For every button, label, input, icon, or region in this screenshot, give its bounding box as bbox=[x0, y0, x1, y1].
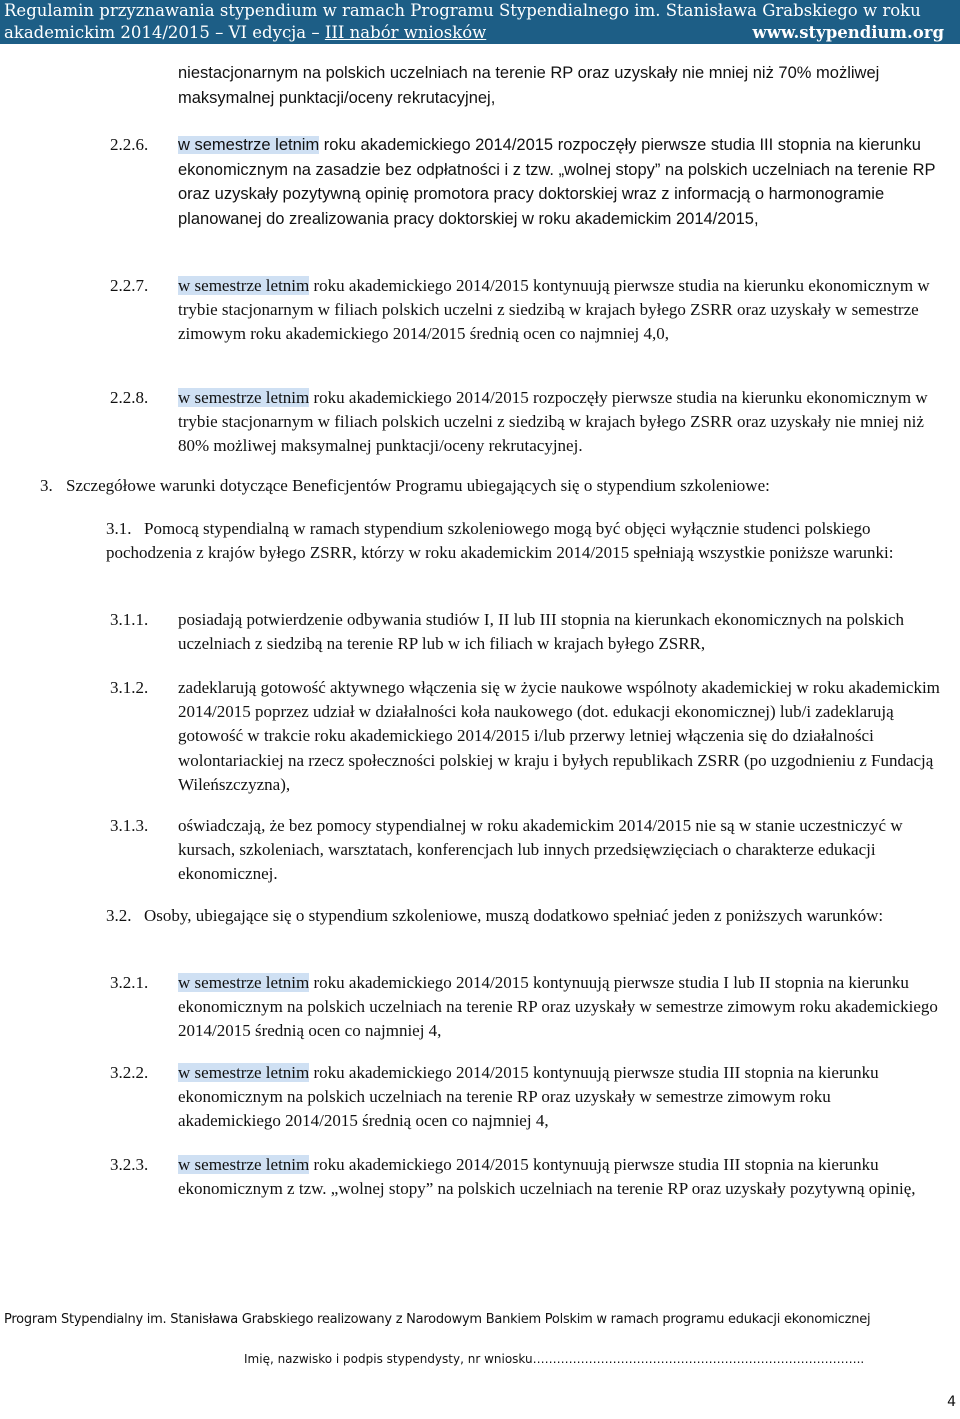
item-number: 3.1.1. bbox=[110, 610, 149, 629]
item-text bbox=[178, 386, 940, 459]
item-text-rest: roku akademickiego 2014/2015 kontynuują pierwsze studia na kierunku ekonomicznym w trybie stacjonarnym w filiach polskich uczelni z siedzibą w krajach byłego ZSRR oraz uzyskały w semestrze zimowym roku akademickiego 2014/2015 średnią ocen co najmniej 4,0, bbox=[178, 276, 930, 344]
item-text-rest: roku akademickiego 2014/2015 kontynuują pierwsze studia III stopnia na kierunku ekonomicznym na polskich uczelniach na terenie RP oraz uzyskały w semestrze zimowym roku akademickiego 2014/2015 średnią ocen co najmniej 4, bbox=[178, 1063, 879, 1131]
item-number: 3.1.2. bbox=[110, 678, 149, 697]
signature-line: Imię, nazwisko i podpis stypendysty, nr wniosku……………………………………………………………………….. bbox=[244, 1352, 865, 1366]
header-url: www.stypendium.org bbox=[752, 23, 944, 42]
highlighted-phrase: w semestrze letnim bbox=[178, 1063, 310, 1082]
item-text bbox=[178, 1061, 923, 1134]
header-title-line2 bbox=[4, 22, 486, 44]
continued-paragraph: niestacjonarnym na polskich uczelniach na terenie RP oraz uzyskały nie mniej niż 70% możliwej maksymalnej punktacji/oceny rekrutacyjnej, bbox=[178, 64, 880, 107]
item-number: 3.2.2. bbox=[110, 1063, 149, 1082]
item-text bbox=[178, 274, 940, 347]
item-number: 2.2.8. bbox=[110, 388, 149, 407]
subsection-text: Pomocą stypendialną w ramach stypendium szkoleniowego mogą być objęci wyłącznie studenci polskiego pochodzenia z krajów byłego ZSRR, którzy w roku akademickim 2014/2015 spełniają wszystkie poniższe warunki: bbox=[106, 519, 894, 563]
item-text-rest: roku akademickiego 2014/2015 rozpoczęły pierwsze studia III stopnia na kierunku ekonomicznym na zasadzie bez odpłatności i z tzw. „wolnej stopy” na polskich uczelniach na terenie RP oraz uzyskały pozytywną opinię promotora pracy doktorskiej wraz z informacją o harmonogramie planowanej do zrealizowania pracy doktorskiej w roku akademickim 2014/2015, bbox=[178, 136, 936, 228]
item-text: posiadają potwierdzenie odbywania studiów I, II lub III stopnia na kierunkach ekonomicznych na polskich uczelniach z siedzibą na terenie RP lub w ich filiach w krajach byłego ZSRR, bbox=[178, 610, 905, 654]
item-text: oświadczają, że bez pomocy stypendialnej w roku akademickim 2014/2015 nie są w stanie uczestniczyć w kursach, szkoleniach, warsztatach, konferencjach lub innych przedsięwzięciach o charakterze edukacji ekonomicznej. bbox=[178, 816, 903, 884]
item-text-rest: roku akademickiego 2014/2015 kontynuują pierwsze studia III stopnia na kierunku ekonomicznym z tzw. „wolnej stopy” na polskich uczelniach na terenie RP oraz uzyskały pozytywną opinię, bbox=[178, 1155, 916, 1199]
header-edition: akademickim 2014/2015 – VI edycja – bbox=[4, 23, 325, 42]
footer-program-note: Program Stypendialny im. Stanisława Grabskiego realizowany z Narodowym Bankiem Polskim w ramach programu edukacji ekonomicznej bbox=[4, 1312, 871, 1327]
section-number: 3. bbox=[40, 476, 53, 495]
item-text bbox=[178, 133, 938, 231]
header-round: III nabór wniosków bbox=[324, 23, 487, 42]
subsection-text: Osoby, ubiegające się o stypendium szkoleniowe, muszą dodatkowo spełniać jeden z poniższych warunków: bbox=[144, 906, 884, 925]
header-title-line1: Regulamin przyznawania stypendium w ramach Programu Stypendialnego im. Stanisława Grabskiego w roku bbox=[4, 1, 921, 20]
section-heading: Szczegółowe warunki dotyczące Beneficjentów Programu ubiegających się o stypendium szkoleniowe: bbox=[66, 476, 770, 495]
item-number: 3.1.3. bbox=[110, 816, 149, 835]
item-text-rest: roku akademickiego 2014/2015 kontynuują pierwsze studia I lub II stopnia na kierunku ekonomicznym na polskich uczelniach na terenie RP oraz uzyskały w semestrze zimowym roku akademickiego 2014/2015 średnią ocen co najmniej 4, bbox=[178, 973, 938, 1041]
highlighted-phrase: w semestrze letnim bbox=[178, 276, 310, 295]
highlighted-phrase: w semestrze letnim bbox=[178, 1155, 310, 1174]
item-text bbox=[178, 971, 948, 1044]
highlighted-phrase: w semestrze letnim bbox=[178, 973, 310, 992]
item-text: zadeklarują gotowość aktywnego włączenia się w życie naukowe wspólnoty akademickiej w roku akademickim 2014/2015 poprzez udział w działalności koła naukowego (dot. edukacji ekonomicznej) lub/i zadeklarują gotowość w trakcie roku akademickiego 2014/2015 i/lub przerwy letniej włączenia się do działalności wolontariackiej na rzecz społeczności polskiej w kraju i byłych republikach ZSRR (po uzgodnieniu z Fundacją Wileńszczyzna), bbox=[178, 678, 940, 794]
item-text bbox=[178, 1153, 923, 1201]
document-header bbox=[0, 0, 960, 44]
highlighted-phrase: w semestrze letnim bbox=[178, 388, 310, 407]
item-number: 2.2.6. bbox=[110, 135, 149, 154]
item-text-rest: roku akademickiego 2014/2015 rozpoczęły pierwsze studia na kierunku ekonomicznym w trybie stacjonarnym w filiach polskich uczelni z siedzibą w krajach byłego ZSRR oraz uzyskały nie mniej niż 80% możliwej maksymalnej punktacji/oceny rekrutacyjnej. bbox=[178, 388, 928, 456]
item-number: 3.2.3. bbox=[110, 1155, 149, 1174]
subsection-number: 3.2. bbox=[106, 906, 132, 925]
subsection-number: 3.1. bbox=[106, 519, 132, 538]
item-number: 2.2.7. bbox=[110, 276, 149, 295]
highlighted-phrase: w semestrze letnim bbox=[178, 136, 320, 154]
item-number: 3.2.1. bbox=[110, 973, 149, 992]
page-number: 4 bbox=[947, 1394, 956, 1410]
